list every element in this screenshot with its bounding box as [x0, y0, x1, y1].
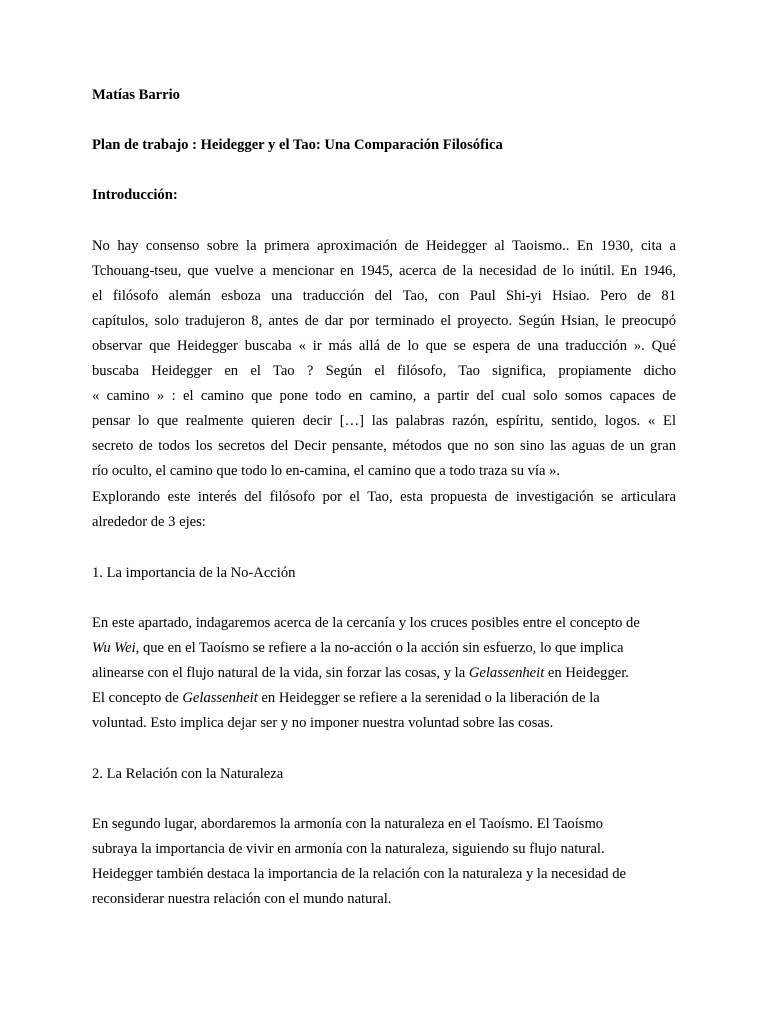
section-1-line [92, 639, 676, 657]
section-1-line [92, 689, 676, 707]
section-1-text: El concepto de [92, 690, 183, 706]
section-2-line: subraya la importancia de vivir en armonía con la naturaleza, siguiendo su flujo natural. [92, 841, 605, 857]
intro-line: el filósofo alemán esboza una traducción del Tao, con Paul Shi-yi Hsiao. Pero de 81 [92, 288, 676, 304]
intro-line: No hay consenso sobre la primera aproximación de Heidegger al Taoismo.. En 1930, cita a [92, 238, 676, 254]
term-gelassenheit: Gelassenheit [468, 665, 545, 681]
intro-line: buscaba Heidegger en el Tao ? Según el filósofo, Tao significa, propiamente dicho [92, 363, 676, 379]
intro-line: secreto de todos los secretos del Decir pensante, métodos que no son sino las aguas de un gran [92, 438, 676, 454]
section-1-line: En este apartado, indagaremos acerca de la cercanía y los cruces posibles entre el concepto de [92, 615, 640, 631]
intro-line: Tchouang-tseu, que vuelve a mencionar en 1945, acerca de la necesidad de lo inútil. En 1946, [92, 263, 676, 279]
author-name: Matías Barrio [92, 87, 180, 103]
section-1-text: , que en el Taoísmo se refiere a la no-acción o la acción sin esfuerzo, lo que implica [135, 640, 624, 656]
term-gelassenheit: Gelassenheit [182, 690, 258, 706]
section-1-heading: 1. La importancia de la No-Acción [92, 565, 296, 581]
intro-line: « camino » : el camino que pone todo en camino, a partir del cual solo somos capaces de [92, 388, 676, 404]
section-1-text: en Heidegger se refiere a la serenidad o la liberación de la [257, 690, 600, 706]
document-title: Plan de trabajo : Heidegger y el Tao: Una Comparación Filosófica [92, 137, 503, 153]
section-1-text: alinearse con el flujo natural de la vida, sin forzar las cosas, y la [92, 665, 469, 681]
section-2-line: Heidegger también destaca la importancia de la relación con la naturaleza y la necesidad de [92, 866, 627, 882]
intro-line: río oculto, el camino que todo lo en-camina, el camino que a todo traza su vía ». [92, 463, 561, 479]
intro-line: observar que Heidegger buscaba « ir más allá de lo que se espera de una traducción ». Qué [92, 338, 676, 354]
section-2-line: En segundo lugar, abordaremos la armonía con la naturaleza en el Taoísmo. El Taoísmo [92, 816, 604, 832]
section-2-line: reconsiderar nuestra relación con el mundo natural. [92, 891, 392, 907]
term-wu-wei: Wu Wei [92, 640, 136, 656]
intro-heading: Introducción: [92, 187, 178, 203]
intro-line: pensar lo que realmente quieren decir […] las palabras razón, espíritu, sentido, logos. « El [92, 413, 676, 429]
section-1-text: en Heidegger. [544, 665, 629, 681]
intro-line: capítulos, solo tradujeron 8, antes de dar por terminado el proyecto. Según Hsian, le preocupó [92, 313, 676, 329]
intro-line: alrededor de 3 ejes: [92, 514, 206, 530]
section-1-line [92, 664, 676, 682]
intro-line: Explorando este interés del filósofo por el Tao, esta propuesta de investigación se articulara [92, 489, 676, 505]
section-1-line: voluntad. Esto implica dejar ser y no imponer nuestra voluntad sobre las cosas. [92, 715, 554, 731]
section-2-heading: 2. La Relación con la Naturaleza [92, 766, 284, 782]
